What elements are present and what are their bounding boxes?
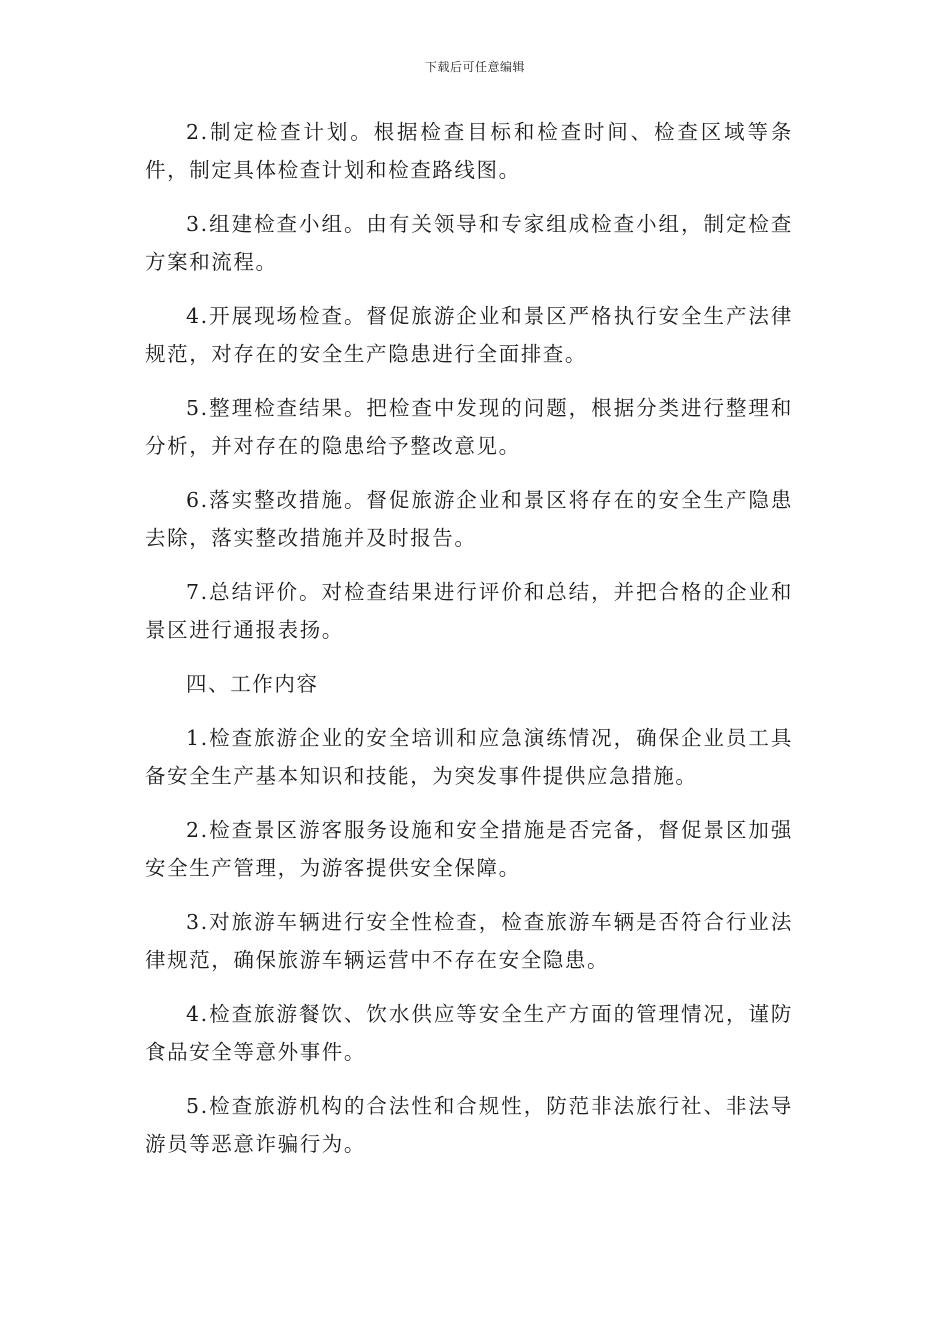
step-paragraph-3: 3.组建检查小组。由有关领导和专家组成检查小组，制定检查方案和流程。 — [145, 212, 793, 274]
step-paragraph-4: 4.开展现场检查。督促旅游企业和景区严格执行安全生产法律规范，对存在的安全生产隐患进行全面排查。 — [145, 304, 793, 366]
work-item-2: 2.检查景区游客服务设施和安全措施是否完备，督促景区加强安全生产管理，为游客提供安全保障。 — [145, 818, 793, 880]
step-paragraph-2: 2.制定检查计划。根据检查目标和检查时间、检查区域等条件，制定具体检查计划和检查路线图。 — [145, 120, 793, 182]
work-item-3: 3.对旅游车辆进行安全性检查，检查旅游车辆是否符合行业法律规范，确保旅游车辆运营中不存在安全隐患。 — [145, 910, 793, 972]
page-header: 下载后可任意编辑 — [424, 60, 525, 74]
work-item-4: 4.检查旅游餐饮、饮水供应等安全生产方面的管理情况，谨防食品安全等意外事件。 — [145, 1002, 793, 1064]
section-heading-work-content: 四、工作内容 — [186, 672, 319, 696]
document-body — [145, 113, 793, 1179]
step-paragraph-6: 6.落实整改措施。督促旅游企业和景区将存在的安全生产隐患去除，落实整改措施并及时报告。 — [145, 488, 793, 550]
step-paragraph-5: 5.整理检查结果。把检查中发现的问题，根据分类进行整理和分析，并对存在的隐患给予整改意见。 — [145, 396, 793, 458]
work-item-1: 1.检查旅游企业的安全培训和应急演练情况，确保企业员工具备安全生产基本知识和技能，为突发事件提供应急措施。 — [145, 726, 793, 788]
step-paragraph-7: 7.总结评价。对检查结果进行评价和总结，并把合格的企业和景区进行通报表扬。 — [145, 580, 793, 642]
work-item-5: 5.检查旅游机构的合法性和合规性，防范非法旅行社、非法导游员等恶意诈骗行为。 — [145, 1094, 793, 1156]
